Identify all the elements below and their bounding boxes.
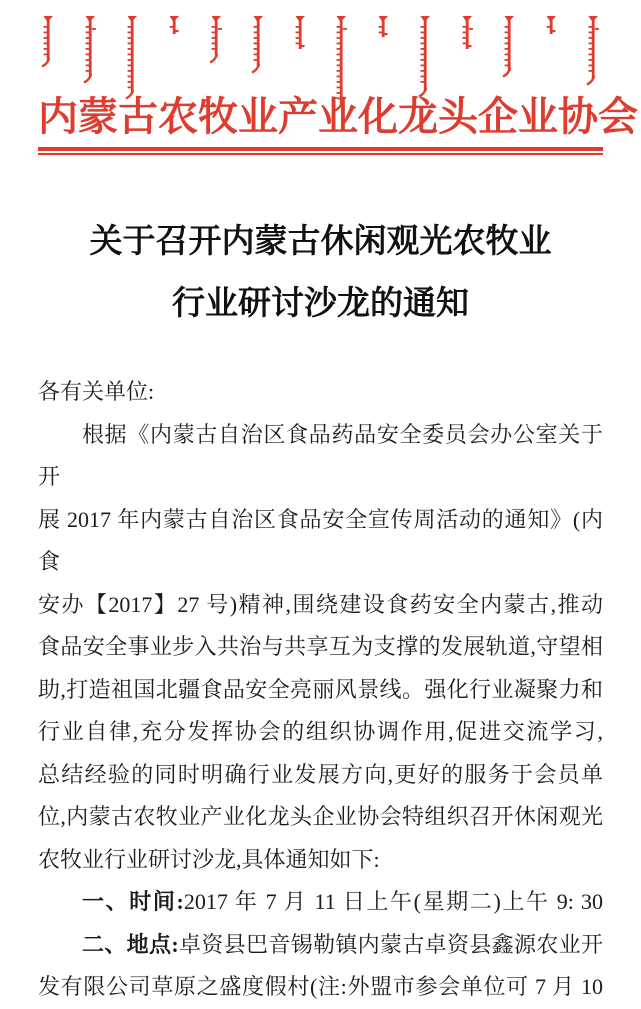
mongolian-word-glyph bbox=[373, 14, 393, 50]
body-line: 助,打造祖国北疆食品安全亮丽风景线。强化行业凝聚力和 bbox=[38, 676, 603, 702]
body-line: 食品安全事业步入共治与共享互为支撑的发展轨道,守望相 bbox=[38, 634, 603, 659]
mongolian-script-banner bbox=[38, 14, 603, 94]
mongolian-word-glyph bbox=[415, 14, 435, 104]
item-label: 二、地点: bbox=[82, 931, 179, 957]
mongolian-word-glyph bbox=[80, 14, 100, 90]
mongolian-word-glyph bbox=[583, 14, 603, 92]
letterhead bbox=[38, 14, 638, 155]
document-title-line-1: 关于召开内蒙古休闲观光农牧业 bbox=[89, 224, 552, 260]
scanned-notice-document bbox=[0, 14, 641, 999]
body-line: 展 2017 年内蒙古自治区食品安全宣传周活动的通知》(内食 bbox=[38, 506, 603, 574]
body-line: 安办【2017】27 号)精神,围绕建设食药安全内蒙古,推动 bbox=[38, 591, 603, 617]
notice-item-line: 一、时间:2017 年 7 月 11 日上午(星期二)上午 9: 30 bbox=[82, 889, 604, 914]
mongolian-word-glyph bbox=[541, 14, 561, 47]
mongolian-word-glyph bbox=[164, 14, 184, 47]
mongolian-word-glyph bbox=[290, 14, 310, 62]
body-line: 位,内蒙古农牧业产业化龙头企业协会特组织召开休闲观光 bbox=[38, 804, 603, 829]
notice-item-line: 二、地点:卓资县巴音锡勒镇内蒙古卓资县鑫源农业开 bbox=[82, 931, 603, 957]
letterhead-double-rule bbox=[38, 147, 603, 155]
mongolian-word-glyph bbox=[499, 14, 519, 84]
mongolian-word-glyph bbox=[457, 14, 477, 62]
notice-main bbox=[38, 211, 603, 1009]
item-label: 一、时间: bbox=[82, 889, 184, 914]
body-line: 总结经验的同时明确行业发展方向,更好的服务于会员单 bbox=[38, 761, 603, 787]
mongolian-word-glyph bbox=[206, 14, 226, 70]
organization-name-heading: 内蒙古农牧业产业化龙头企业协会 bbox=[38, 94, 638, 139]
mongolian-word-glyph bbox=[122, 14, 142, 106]
body-line: 农牧业行业研讨沙龙,具体通知如下: bbox=[38, 846, 380, 872]
body-line: 发有限公司草原之盛度假村(注:外盟市参会单位可 7 月 10 bbox=[38, 974, 603, 999]
rule-bottom-line bbox=[38, 153, 603, 155]
notice-body bbox=[38, 371, 603, 1009]
body-line: 行业自律,充分发挥协会的组织协调作用,促进交流学习, bbox=[38, 719, 603, 744]
salutation-line: 各有关单位: bbox=[38, 379, 155, 404]
document-title bbox=[38, 211, 603, 335]
document-title-line-2: 行业研讨沙龙的通知 bbox=[172, 286, 469, 322]
body-line: 根据《内蒙古自治区食品药品安全委员会办公室关于开 bbox=[38, 421, 603, 489]
mongolian-word-glyph bbox=[248, 14, 268, 80]
mongolian-word-glyph bbox=[38, 14, 58, 74]
